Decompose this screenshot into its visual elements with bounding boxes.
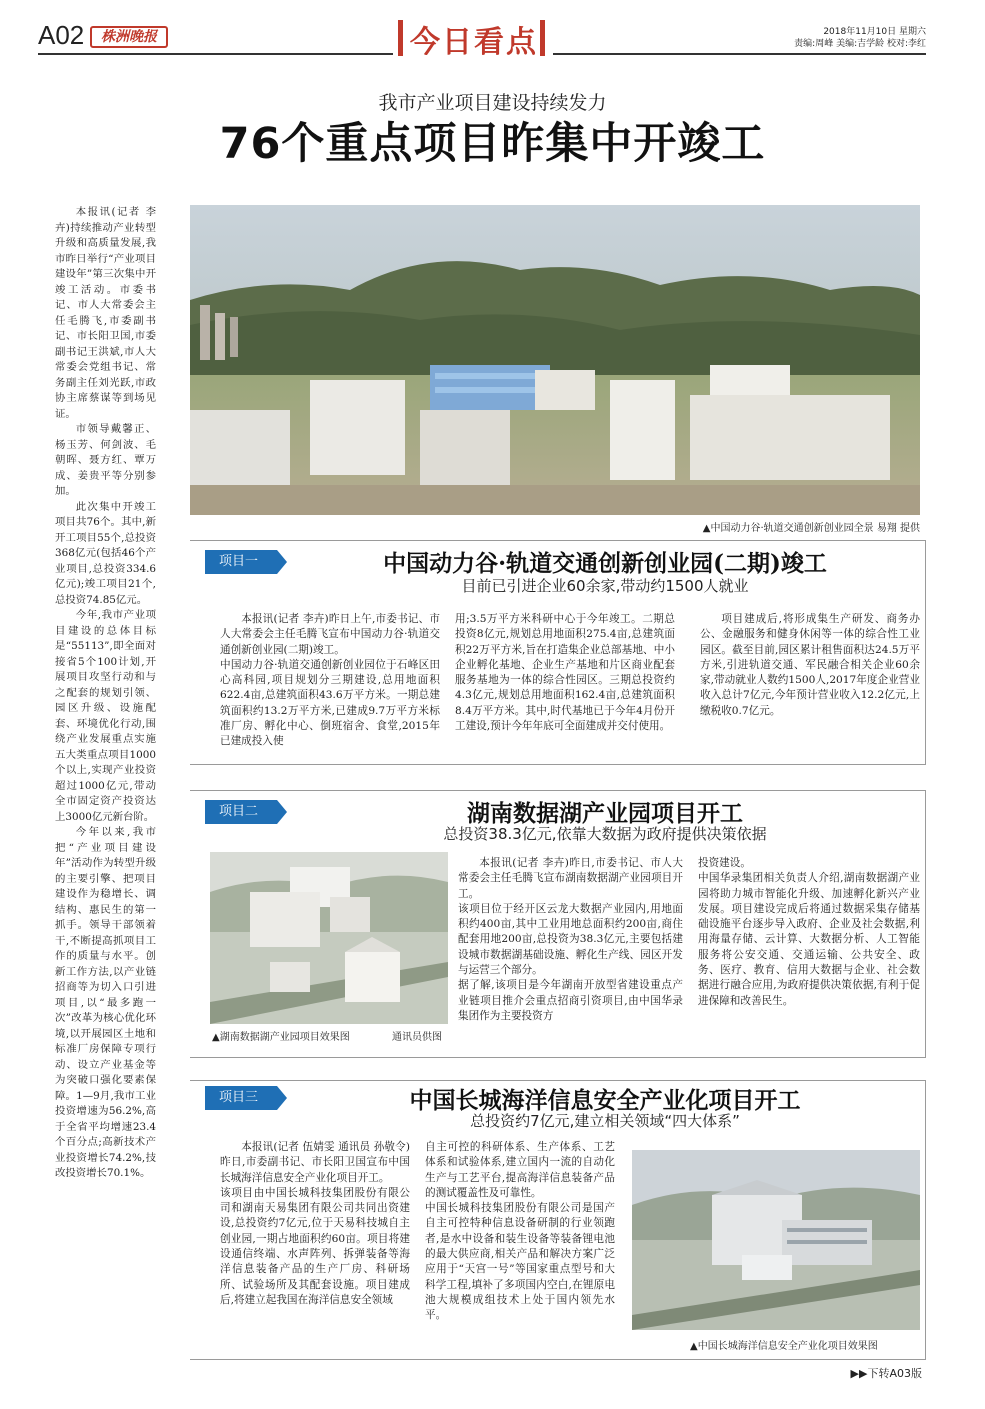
project-one-title: 中国动力谷·轨道交通创新创业园(二期)竣工 — [383, 550, 827, 577]
project-two-image-caption: ▲湖南数据湖产业园项目效果图 — [212, 1032, 350, 1043]
project-three-col-2-text: 自主可控的科研体系、生产体系、工艺体系和试验体系,建立国内一流的自动化生产与工艺平台,提高海洋信息装备产品的测试覆盖性及可靠性。 中国长城科技集团股份有限公司是国产自主可控特种信息设备研制的行业领跑者,是水中设备和装生设备等装备锂电池的最大供应商,相关产品和解决方案广泛应用于“天宫一号”等国家重点型号和大科学工程,填补了多项国内空白,在锂原电池大规模成组技术上处于国内领先水平。 — [425, 1141, 615, 1322]
project-one-col-1-text: 本报讯(记者 李卉)昨日上午,市委书记、市人大常委会主任毛腾飞宣布中国动力谷·轨道交通创新创业园(二期)竣工。 中国动力谷·轨道交通创新创业园位于石峰区田心高科园,项目规划分三期建设,总用地面积622.4亩,总建筑面积43.6万平方米。一期总建筑面积约13.2万平方米,已建成9.7万平方米标准厂房、孵化中心、倒班宿舍、食堂,2015年已建成投入使 — [220, 613, 440, 748]
project-one-col-2 — [455, 612, 675, 734]
project-three-subtitle: 总投资约7亿元,建立相关领域“四大体系” — [470, 1112, 740, 1130]
project-three-col-1-text: 本报讯(记者 伍婧雯 通讯员 孙敬令)昨日,市委副书记、市长阳卫国宣布中国长城海洋信息安全产业化项目开工。 该项目由中国长城科技集团股份有限公司和湖南天易集团有限公司共同出资建设,总投资约7亿元,位于天易科技城自主创业园,一期占地面积约60亩。项目将建设通信终端、水声阵列、拆弹装备等海洋信息装备产品的生产厂房、科研场所、试验场所及其配套设施。项目建成后,将建立起我国在海洋信息安全领域 — [220, 1141, 410, 1306]
project-three-col-2 — [425, 1140, 615, 1324]
lead-paragraph: 市领导戴馨正、杨玉芳、何剑波、毛朝晖、聂方红、覃万成、姜贵平等分别参加。 — [55, 423, 156, 497]
industrial-park-panorama-photo — [190, 205, 920, 515]
continued-on-page: ▶▶下转A03版 — [850, 1367, 922, 1380]
project-one-tag: 项目一 — [205, 550, 277, 574]
subheadline: 我市产业项目建设持续发力 — [378, 92, 607, 114]
project-one-subtitle: 目前已引进企业60余家,带动约1500人就业 — [461, 577, 749, 595]
section-bar-left — [398, 20, 403, 56]
project-one-col-1 — [220, 612, 440, 750]
project-three-title: 中国长城海洋信息安全产业化项目开工 — [409, 1087, 801, 1114]
lead-paragraph: 今年,我市产业项目建设的总体目标是“55113”,即全面对接省5个100计划,开展项目攻坚行动和与之配套的规划引领、园区升级、设施配套、环境优化行动,围绕产业发展重点实施五大类重点项目1000个以上,实现产业投资超过1000亿元,带动全市固定资产投资达上3000亿元新台阶。 — [55, 609, 156, 823]
project-two-col-2 — [698, 856, 920, 1009]
project-two-subtitle: 总投资38.3亿元,依靠大数据为政府提供决策依据 — [443, 825, 767, 843]
section-bar-right — [540, 20, 545, 56]
project-two-col-1-text: 本报讯(记者 李卉)昨日,市委书记、市人大常委会主任毛腾飞宣布湖南数据湖产业园项目开工。 该项目位于经开区云龙大数据产业园内,用地面积约400亩,其中工业用地总面积约200亩,商住配套用地200亩,总投资为38.3亿元,主要包括建设城市数据湖基础设施、孵化生产线、园区开发与运营三个部分。 据了解,该项目是今年湖南开放型省建设重点产业链项目推介会重点招商引资项目,由中国华录集团作为主要投资方 — [458, 857, 683, 1022]
project-one-col-3-text: 项目建成后,将形成集生产研发、商务办公、金融服务和健身休闲等一体的综合性工业园区。截至目前,园区累计租售面积达24.5万平方米,引进轨道交通、军民融合相关企业60余家,带动就业人数约1500人,2017年度企业营业收入总计7亿元,今年预计营业收入12.2亿元,上缴税收0.7亿元。 — [700, 613, 920, 717]
project-two-col-1 — [458, 856, 683, 1024]
lead-article-column — [55, 205, 156, 1182]
project-two-tag: 项目二 — [205, 800, 277, 824]
header-rule-right — [553, 53, 926, 55]
header-rule-left — [38, 53, 393, 55]
lead-paragraph: 此次集中开竣工项目共76个。其中,新开工项目55个,总投资368亿元(包括46个产业项目,总投资334.6亿元);竣工项目21个,总投资74.85亿元。 — [55, 500, 156, 606]
lead-paragraph: 今年以来,我市把“产业项目建设年”活动作为转型升级的主要引擎、把项目建设作为稳增长、调结构、惠民生的第一抓手。领导干部领着干,不断提高抓项目工作的质量与水平。创新工作方法,以产业链招商等为切入口引进项目,以“最多跑一次”改革为核心优化环境,以开展园区土地和标准厂房保障专项行动、设立产业基金等为突破口强化要素保障。1—9月,我市工业投资增速为56.2%,高于全省平均增速23.4个百分点;高新技术产业投资增长74.2%,技改投资增长70.1%。 — [55, 826, 156, 1179]
project-three-col-1 — [220, 1140, 410, 1308]
headline: 76个重点项目昨集中开竣工 — [219, 119, 766, 169]
top-photo-caption: ▲中国动力谷·轨道交通创新创业园全景 易翔 提供 — [702, 523, 920, 534]
issue-date: 2018年11月10日 星期六 — [823, 27, 926, 37]
project-one-col-3 — [700, 612, 920, 719]
project-one-col-2-text: 用;3.5万平方米科研中心于今年竣工。二期总投资8亿元,规划总用地面积275.4亩,总建筑面积22万平方米,旨在打造集企业总部基地、中小企业孵化基地、企业生产基地和片区商业配套服务基地为一体的综合性园区。三期总投资约4.3亿元,规划总用地面积162.4亩,总建筑面积8.4万平方米。其中,时代基地已于今年4月份开工建设,预计今年年底可全面建成并交付使用。 — [455, 613, 675, 733]
data-lake-park-rendering — [210, 852, 448, 1024]
project-two-col-2-text: 投资建设。 中国华录集团相关负责人介绍,湖南数据湖产业园将助力城市智能化升级、加速孵化新兴产业发展。项目建设完成后将通过数据采集存储基础设施平台逐步导入政府、企业及社会数据,利用海量存储、云计算、大数据分析、人工智能服务将公安交通、交通运输、公共安全、政务、医疗、教育、信用大数据与企业、社会数据进行融合应用,为政府提供决策依据,有利于促进保障和改善民生。 — [698, 857, 920, 1007]
project-three-tag: 项目三 — [205, 1086, 277, 1110]
lead-paragraph: 本报讯(记者 李卉)持续推动产业转型升级和高质量发展,我市昨日举行“产业项目建设年”第三次集中开竣工活动。市委书记、市人大常委会主任毛腾飞,市委副书记、市长阳卫国,市委副书记王洪斌,市人大常委会党组书记、常务副主任刘光跃,市政协主席蔡谋等到场见证。 — [55, 206, 156, 420]
ocean-security-project-rendering — [632, 1150, 920, 1330]
project-three-image-caption: ▲中国长城海洋信息安全产业化项目效果图 — [690, 1341, 878, 1352]
project-two-title: 湖南数据湖产业园项目开工 — [467, 800, 743, 827]
project-two-image-credit: 通讯员供图 — [392, 1032, 442, 1043]
newspaper-logo: 株洲晚报 — [90, 26, 168, 48]
editor-credits: 责编:周峰 美编:吉学龄 校对:李红 — [794, 39, 926, 49]
page-number: A02 — [38, 20, 85, 50]
section-title: 今日看点 — [410, 25, 538, 60]
